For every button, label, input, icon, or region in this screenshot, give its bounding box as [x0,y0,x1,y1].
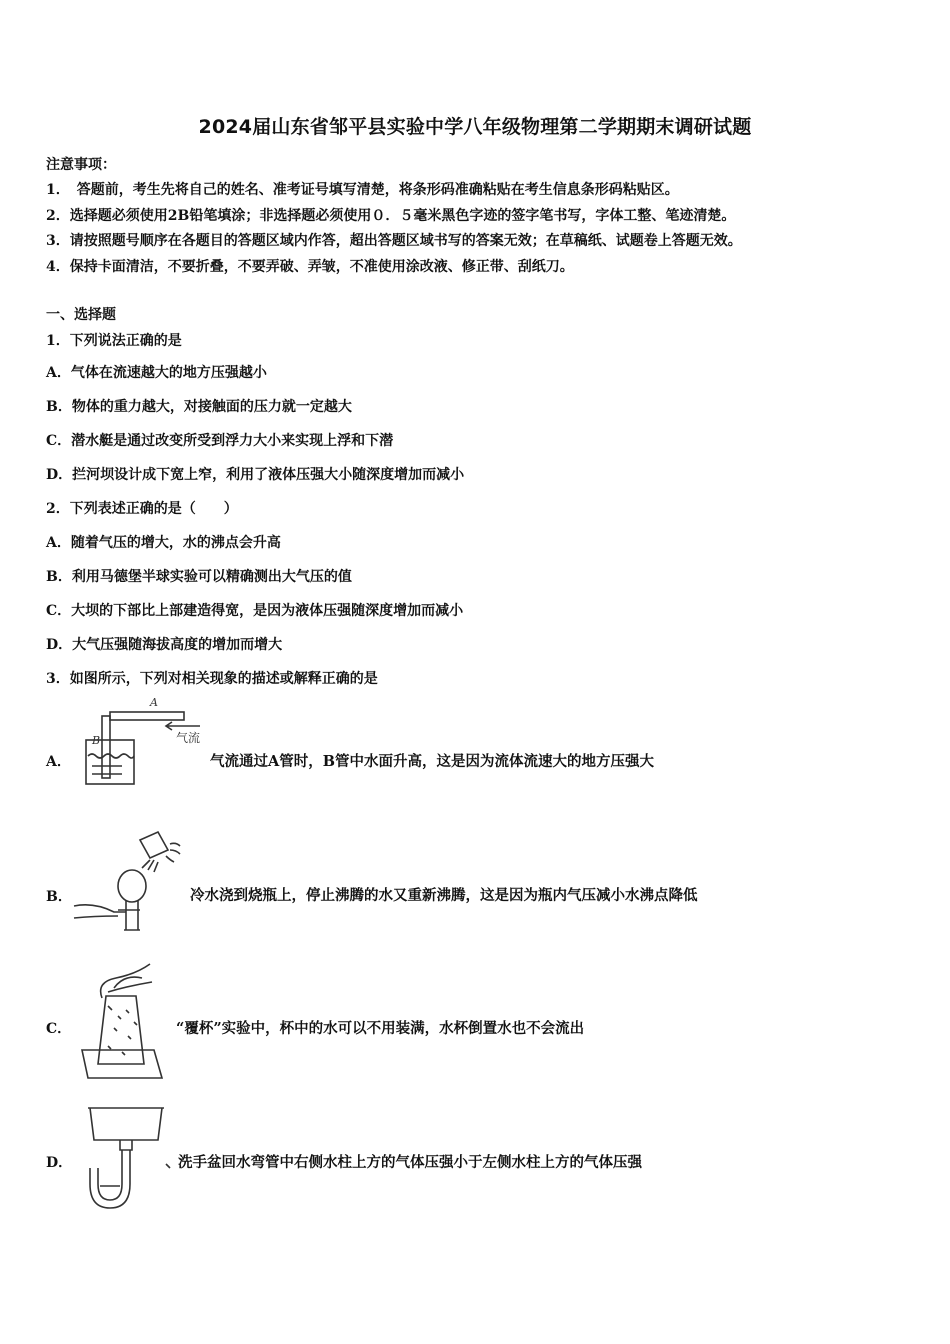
u-bend-pipe [90,1150,130,1208]
water-lines [92,766,122,774]
notice-item: 2．选择题必须使用2B铅笔填涂；非选择题必须使用０．５毫米黑色字迹的签字笔书写，字体工整、笔迹清楚。 [46,208,736,224]
page-title: 2024届山东省邹平县实验中学八年级物理第二学期期末调研试题 [198,116,752,138]
water-drops [142,860,158,872]
question-1-stem: 1．下列说法正确的是 [46,333,182,349]
question-1-option-b: B．物体的重力越大，对接触面的压力就一定越大 [46,399,352,415]
question-2-option-a: A．随着气压的增大，水的沸点会升高 [46,535,281,551]
airflow-arrow [166,722,200,730]
water-texture [108,1006,137,1055]
notice-item: 3．请按照题号顺序在各题目的答题区域内作答，超出答题区域书写的答案无效；在草稿纸、试题卷上答题无效。 [46,233,742,249]
pouring-water [166,843,180,862]
question-3-option-c-text: “覆杯”实验中，杯中的水可以不用装满，水杯倒置水也不会流出 [176,1020,585,1037]
hand [101,964,152,998]
question-1-option-d: D．拦河坝设计成下宽上窄，利用了液体压强大小随深度增加而减小 [46,467,465,483]
tube-b-label: B [92,734,101,747]
question-3-option-d-text: 洗手盆回水弯管中右侧水柱上方的气体压强小于左侧水柱上方的气体压强 [178,1154,642,1171]
airflow-label: 气流 [176,731,201,745]
notice-item: 4．保持卡面清洁，不要折叠，不要弄破、弄皱，不准使用涂改液、修正带、刮纸刀。 [46,259,574,275]
question-2-stem: 2．下列表述正确的是（ ） [46,501,238,517]
tube-a [110,712,184,720]
water-surface [88,754,134,758]
hand [74,905,126,918]
washbasin [88,1108,164,1140]
question-3-option-c-letter: C． [46,1021,72,1037]
notice-heading: 注意事项： [46,157,116,173]
question-3-stem: 3．如图所示，下列对相关现象的描述或解释正确的是 [46,671,378,687]
question-1-option-a: A．气体在流速越大的地方压强越小 [46,365,267,381]
tube-b [102,716,110,778]
water-cup [140,832,168,858]
flask-figure [70,826,190,936]
mark [166,1164,170,1168]
question-3-option-a-text: 气流通过A管时，B管中水面升高，这是因为流体流速大的地方压强大 [210,753,655,770]
question-2-option-d: D．大气压强随海拔高度的增加而增大 [46,637,283,653]
question-3-option-b-letter: B． [46,889,72,905]
sink-trap-figure [80,1104,180,1208]
flask-bulb [118,870,146,902]
drain [120,1140,132,1150]
flask-neck [124,900,140,930]
question-2-option-c: C．大坝的下部比上部建造得宽，是因为液体压强随深度增加而减小 [46,603,464,619]
question-3-option-a-letter: A． [46,754,71,770]
tube-a-label: A [150,696,158,709]
question-3-option-b-text: 冷水浇到烧瓶上，停止沸腾的水又重新沸腾，这是因为瓶内气压减小水沸点降低 [190,887,698,904]
inverted-cup-figure [78,966,168,1082]
question-3-option-d-letter: D． [46,1155,73,1171]
venturi-tube-figure [80,694,210,790]
inverted-cup [98,996,144,1064]
notice-item: 1． 答题前，考生先将自己的姓名、准考证号填写清楚，将条形码准确粘贴在考生信息条形码粘贴区。 [46,182,679,198]
question-2-option-b: B．利用马德堡半球实验可以精确测出大气压的值 [46,569,352,585]
section-heading: 一、选择题 [46,307,116,323]
question-1-option-c: C．潜水艇是通过改变所受到浮力大小来实现上浮和下潜 [46,433,394,449]
